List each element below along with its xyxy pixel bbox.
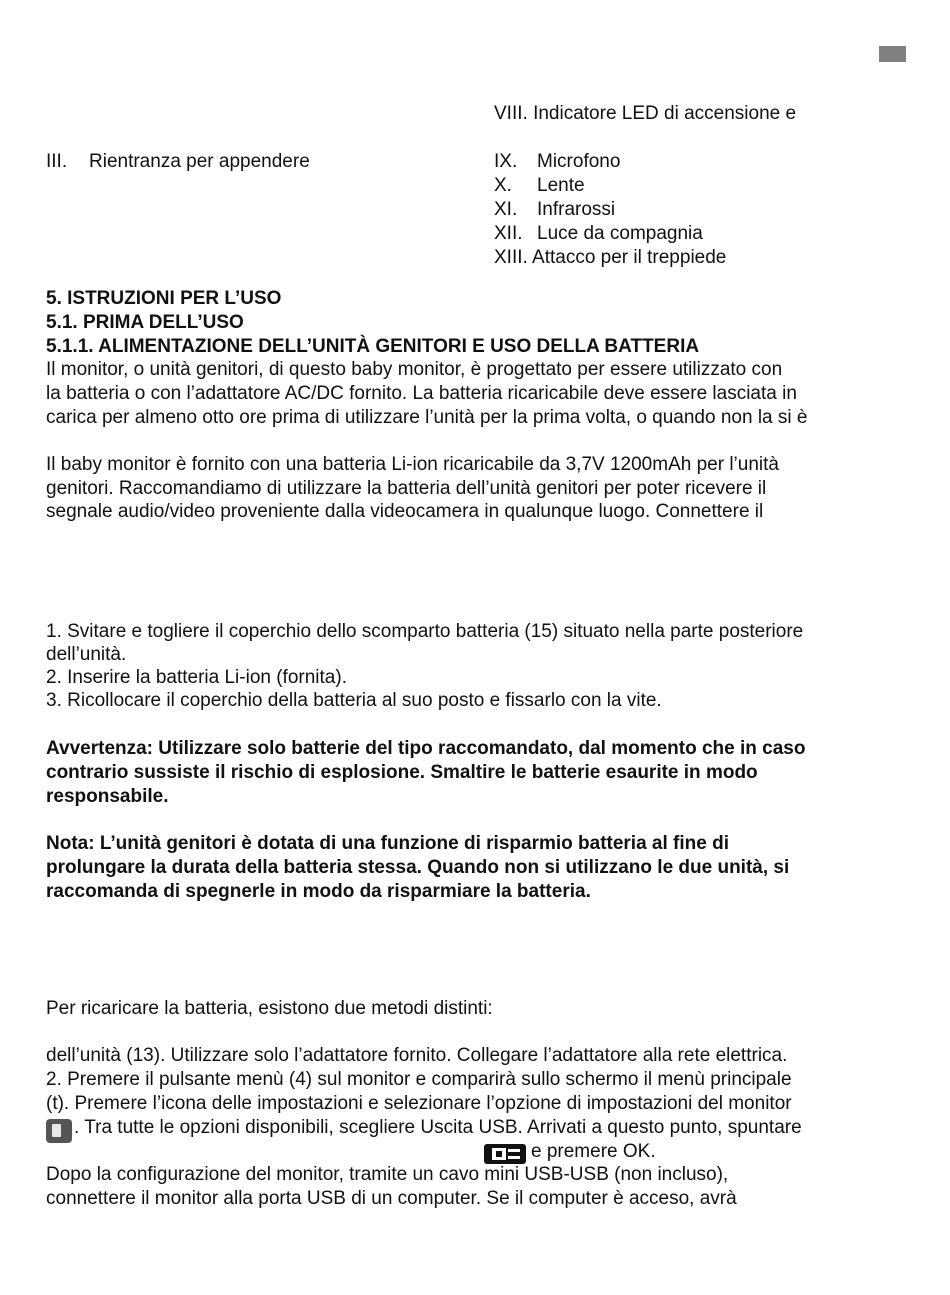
warning-line: contrario sussiste il rischio di esplosione. Smaltire le batterie esaurite in modo — [46, 762, 758, 783]
recharge-line: connettere il monitor alla porta USB di un computer. Se il computer è acceso, avrà — [46, 1188, 737, 1209]
recharge-line: e premere OK. — [531, 1141, 656, 1162]
paragraph-line: Il baby monitor è fornito con una batteria Li-ion ricaricabile da 3,7V 1200mAh per l’unità — [46, 454, 779, 475]
note-line: prolungare la durata della batteria stessa. Quando non si utilizzano le due unità, si — [46, 857, 790, 878]
step-line: dell’unità. — [46, 644, 127, 665]
part-item-xiii: XIII. Attacco per il treppiede — [494, 247, 727, 268]
step-line: 1. Svitare e togliere il coperchio dello scomparto batteria (15) situato nella parte posteriore — [46, 621, 804, 642]
heading-section-5-1-1: 5.1.1. ALIMENTAZIONE DELL’UNITÀ GENITORI E USO DELLA BATTERIA — [46, 336, 700, 357]
note-line: raccomanda di spegnerle in modo da risparmiare la batteria. — [46, 881, 591, 902]
page-corner-marker — [879, 46, 906, 62]
heading-section-5-1: 5.1. PRIMA DELL’USO — [46, 312, 244, 333]
monitor-settings-icon — [46, 1119, 72, 1143]
paragraph-line: genitori. Raccomandiamo di utilizzare la batteria dell’unità genitori per poter ricevere il — [46, 478, 767, 499]
part-item-xii: XII. Luce da compagnia — [494, 223, 703, 244]
part-item-iii: III. Rientranza per appendere — [46, 151, 310, 172]
part-item-x: X. Lente — [494, 175, 585, 196]
paragraph-line: carica per almeno otto ore prima di utilizzare l’unità per la prima volta, o quando non la si è — [46, 407, 808, 428]
step-line: 3. Ricollocare il coperchio della batteria al suo posto e fissarlo con la vite. — [46, 690, 662, 711]
step-line: 2. Inserire la batteria Li-ion (fornita). — [46, 667, 347, 688]
recharge-line: 2. Premere il pulsante menù (4) sul monitor e comparirà sullo schermo il menù principale — [46, 1069, 792, 1090]
part-item-ix: IX. Microfono — [494, 151, 621, 172]
part-item-xi: XI. Infrarossi — [494, 199, 616, 220]
paragraph-line: segnale audio/video proveniente dalla videocamera in qualunque luogo. Connettere il — [46, 501, 764, 522]
part-item-viii: VIII. Indicatore LED di accensione e — [494, 103, 797, 124]
recharge-line: . Tra tutte le opzioni disponibili, scegliere Uscita USB. Arrivati a questo punto, spuntare — [74, 1117, 802, 1138]
note-line: Nota: L’unità genitori è dotata di una funzione di risparmio batteria al fine di — [46, 833, 729, 854]
warning-line: responsabile. — [46, 786, 169, 807]
warning-line: Avvertenza: Utilizzare solo batterie del tipo raccomandato, dal momento che in caso — [46, 738, 806, 759]
recharge-line: dell’unità (13). Utilizzare solo l’adattatore fornito. Collegare l’adattatore alla rete elettrica. — [46, 1045, 788, 1066]
recharge-line: Dopo la configurazione del monitor, tramite un cavo mini USB-USB (non incluso), — [46, 1164, 729, 1185]
recharge-line: (t). Premere l’icona delle impostazioni e selezionare l’opzione di impostazioni del monitor — [46, 1093, 792, 1114]
paragraph-line: Il monitor, o unità genitori, di questo baby monitor, è progettato per essere utilizzato con — [46, 359, 783, 380]
recharge-intro: Per ricaricare la batteria, esistono due metodi distinti: — [46, 998, 493, 1019]
heading-section-5: 5. ISTRUZIONI PER L’USO — [46, 288, 282, 309]
paragraph-line: la batteria o con l’adattatore AC/DC fornito. La batteria ricaricabile deve essere lasciata in — [46, 383, 797, 404]
